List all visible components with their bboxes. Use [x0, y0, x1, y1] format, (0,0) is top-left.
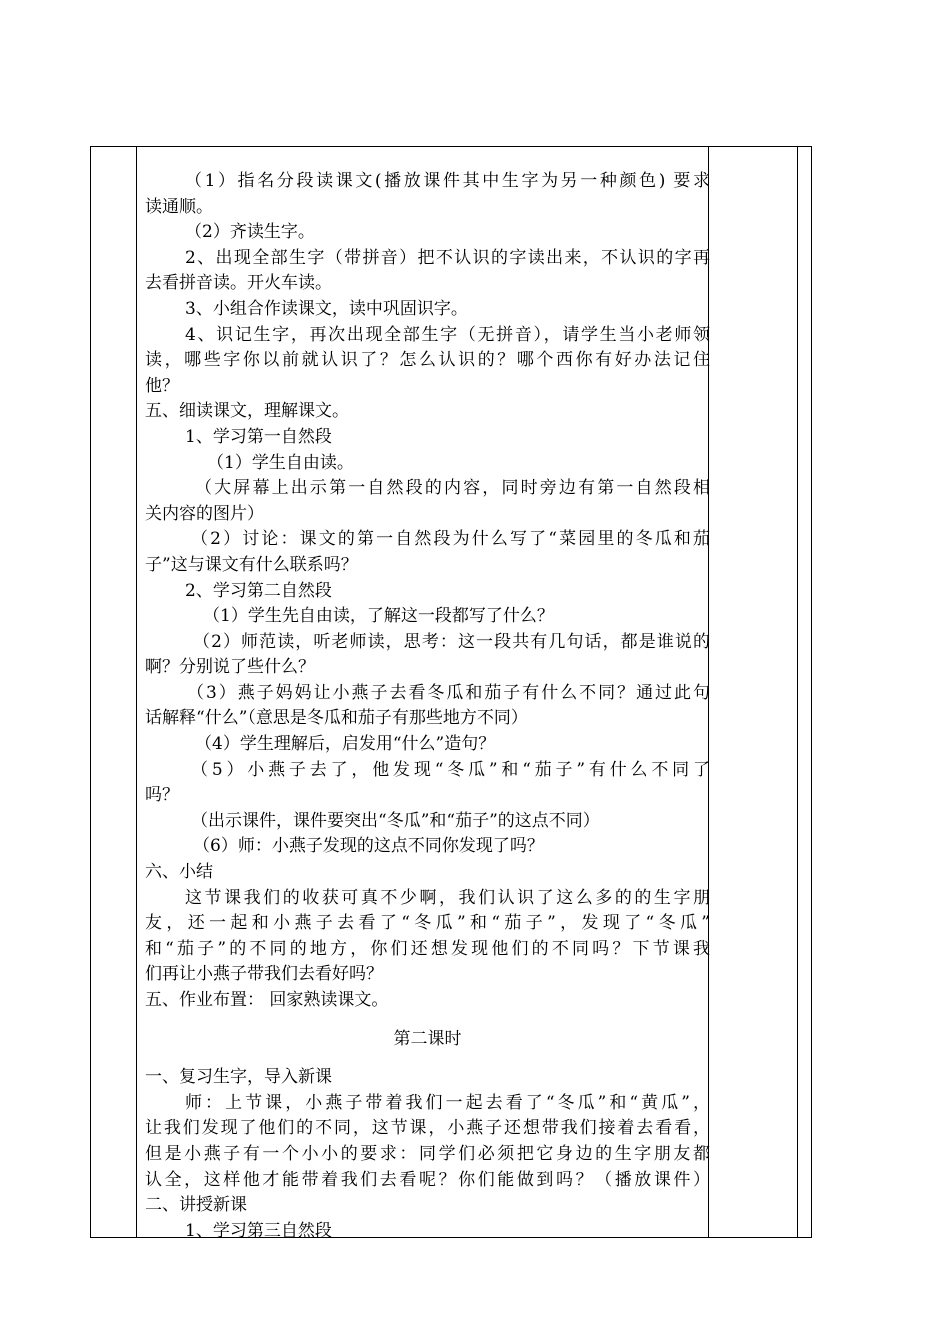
text-line: 和“茄子”的不同的地方，你们还想发现他们的不同吗？下节课我: [145, 938, 710, 959]
text-line: （2）讨论：课文的第一自然段为什么写了“菜园里的冬瓜和茄: [191, 529, 710, 550]
text-line: （1）学生自由读。: [207, 452, 354, 473]
lesson-plan-table: [90, 146, 812, 1241]
text-line: （1）学生先自由读，了解这一段都写了什么？: [203, 606, 554, 627]
text-line: （5）小燕子去了，他发现“冬瓜”和“茄子”有什么不同了: [191, 759, 710, 780]
text-line: 1、学习第一自然段: [185, 426, 332, 447]
lesson-content-cell: [145, 169, 710, 1244]
text-line: 关内容的图片）: [145, 503, 264, 524]
text-line: 啊？分别说了些什么？: [145, 657, 315, 678]
lesson-text-block-1: [145, 169, 710, 1014]
text-line: 3、小组合作读课文，读中巩固识字。: [185, 298, 468, 319]
text-line: 师：上节课，小燕子带着我们一起去看了“冬瓜”和“黄瓜”，: [185, 1092, 710, 1113]
column-divider-left: [136, 147, 137, 1237]
text-line: 去看拼音读。开火车读。: [145, 273, 332, 294]
lesson-text-block-2: [145, 1065, 710, 1244]
text-line: 二、讲授新课: [145, 1195, 247, 1216]
text-line: 这节课我们的收获可真不少啊，我们认识了这么多的的生字朋: [185, 887, 710, 908]
text-line: （6）师：小燕子发现的这点不同你发现了吗？: [193, 836, 544, 857]
text-line: 友，还一起和小燕子去看了“冬瓜”和“茄子”，发现了“冬瓜”: [145, 913, 710, 934]
text-line: （出示课件，课件要突出“冬瓜”和“茄子”的这点不同）: [191, 810, 600, 831]
text-line: 2、出现全部生字（带拼音）把不认识的字读出来，不认识的字再: [185, 247, 710, 268]
text-line: （大屏幕上出示第一自然段的内容，同时旁边有第一自然段相: [195, 478, 710, 499]
text-line: 五、细读课文，理解课文。: [145, 401, 349, 422]
text-line: 子”这与课文有什么联系吗？: [145, 554, 358, 575]
text-line: 吗？: [145, 785, 179, 806]
text-line: （1）指名分段读课文(播放课件其中生字为另一种颜色) 要求: [185, 171, 710, 191]
text-line: （4）学生理解后，启发用“什么”造句？: [195, 734, 496, 755]
text-line: （3）燕子妈妈让小燕子去看冬瓜和茄子有什么不同？通过此句: [187, 682, 710, 703]
text-line: 1、学习第三自然段: [185, 1220, 332, 1241]
text-line: 但是小燕子有一个小小的要求：同学们必须把它身边的生字朋友都: [145, 1143, 710, 1164]
text-line: （2）齐读生字。: [185, 222, 315, 243]
text-line: 六、小结: [145, 862, 213, 883]
text-line: 一、复习生字，导入新课: [145, 1067, 332, 1088]
text-line: 他？: [145, 375, 179, 396]
text-line: 读，哪些字你以前就认识了？怎么认识的？哪个西你有好办法记住: [145, 350, 710, 371]
section-title: 第二课时: [393, 1028, 462, 1049]
column-divider-right-2: [797, 147, 798, 1237]
text-line: 认全，这样他才能带着我们去看呢？你们能做到吗？（播放课件）: [145, 1169, 710, 1190]
text-line: （2）师范读，听老师读，思考：这一段共有几句话，都是谁说的: [193, 631, 710, 652]
text-line: 读通顺。: [145, 196, 213, 217]
text-line: 让我们发现了他们的不同，这节课，小燕子还想带我们接着去看看，: [145, 1118, 710, 1139]
text-line: 话解释“什么”（意思是冬瓜和茄子有那些地方不同）: [145, 708, 528, 729]
text-line: 五、作业布置： 回家熟读课文。: [145, 990, 389, 1010]
text-line: 2、学习第二自然段: [185, 580, 332, 601]
text-line: 4、识记生字，再次出现全部生字（无拼音），请学生当小老师领: [185, 324, 710, 345]
text-line: 们再让小燕子带我们去看好吗？: [145, 964, 383, 985]
